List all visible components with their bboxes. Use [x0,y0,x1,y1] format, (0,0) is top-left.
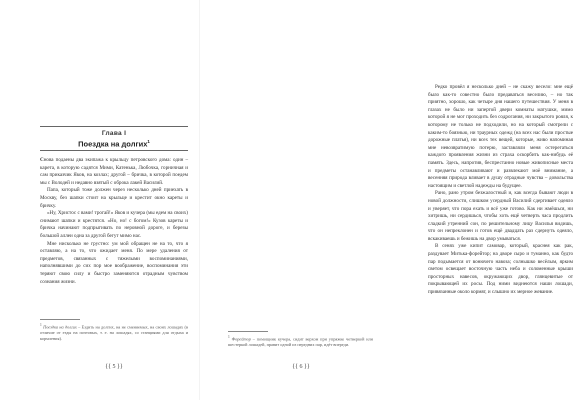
chapter-title-text: Поездка на долгих [78,139,148,149]
paragraph: Рано, рано утром безжалостный и, как всегда бывают люди в новой должности, слишком усердный Василий сдергивает одеяло и уверяет, что пора ехать и всё уже готово. Как ни жмёшься, ни хитришь, ни сердишься, чтобы хоть ещё четверть часа продлить сладкий утренний сон, по решительному лицу Василья видишь, что он непреклонен и готов ещё двадцать раз сдернуть одеяло, вскакиваешь и бежишь на двор умываться. [428,190,573,242]
paragraph: Папа, который тоже должен через несколько дней приехать в Москву, без шапки стоит на крыльце и крестит окно кареты и бричку. [40,187,188,209]
page-number: {{ 5 }} [105,364,123,370]
right-body-text [428,84,573,297]
paragraph-text: нова подаены два экипажа к крыльцу петровского дома: один – карета, в которую садятся Мими, Катенька, Любочка, горничная и сам приказчик Яков, на козлах; другой – бричка, в которой поедем мы с Володей и недавно взятый с оброка лакей Василий. [40,157,188,186]
footnote-mark: 1 [40,323,42,327]
paragraph: В сенях уже кипит самовар, который, краснея как рак, раздувает Митька-форейтор; на дворе сыро и туманно, как будто пар подымается от вонючего навоза; солнышко весёлым, ярким светом освещает восточную часть неба и соломенные крыши просторных навесов, окружающих двор, глянцевитые от покрывающей их росы. Под ними виднеются наши лошади, привязанные около кормяг, и слышно их мерное жевание. [428,243,573,296]
chapter-title [40,139,188,149]
paragraph: «Ну, Христос с вами! трогай!» Яков и кучера (мы едем на своих) снимают шапки и крестятся. «Но, но! с богом!» Кузов кареты и бричка начинают подпрыгивать по неровной дороге, и березы большой аллеи одна за другой бегут мимо нас. [40,210,188,239]
page-number: {{ 6 }} [292,364,310,370]
paragraph: Редко провёл я несколько дней – не скажу весело: мне ещё было как-то совестно было предаваться веселию, – но так приятно, хорошо, как четыре дня нашего путешествия. У меня в глазах не было ни запертой двери комнаты матушки, мимо которой я не мог проходить без содрогания, ни закрытого рояля, к которому не только не подходили, но на который смотрели с каким-то боязнью, ни траурных одежд (на всех нас были простые дорожные платья), ни всех тех вещей, которые, живо напоминая мне невозвратимую потерю, заставляли меня остерегаться каждого проявления жизни из страха оскорбить как-нибудь её память. Здесь, напротив, беспрестанно новые живописные места и предметы останавливают и развлекают моё внимание, а весенняя природа вливает в душу отрадные чувства – довольства настоящим и светлой надежды на будущее. [428,84,573,189]
chapter-title-note-mark: 1 [147,139,150,144]
paragraph-dropcap: С [40,157,44,163]
chapter-bottom-rule [40,150,188,151]
chapter-label: Глава I [101,130,127,137]
left-page [0,0,200,400]
footnote [228,335,373,348]
paragraph: Мне нисколько не грустно: ум мой обращен не на то, что я оставляю, а на то, что ожидает меня. По мере удаления от предметов, связанных с тяжелыми воспоминаниями, наполнявшими до сих пор мое воображение, воспоминания эти теряют свою силу и быстро заменяются отрадным чувством сознания жизни. [40,240,188,285]
footnote-mark: 1 [228,335,230,339]
right-page [200,0,573,400]
footnote-rule [40,319,80,320]
footnote-text: – помощник кучера, сидит верхом при упряжке четверкой или шестеркой лошадей, правит одной из передних пар, идёт впереди. [228,336,373,348]
left-body-text [40,157,188,286]
footnote-term: Форейтор [231,336,251,342]
chapter-top-rule [40,126,188,127]
footnote [40,323,188,342]
footnote-text: – Ездить на долгих, на не сменяемых, на своих лошадях (в отличие от езды на почтовых, т. е. на лошадях, со станциями для отдыха и кормления). [40,324,188,342]
footnote-rule [228,331,268,332]
footnote-term: Поездка на долгих [43,324,77,330]
paragraph [40,157,188,187]
